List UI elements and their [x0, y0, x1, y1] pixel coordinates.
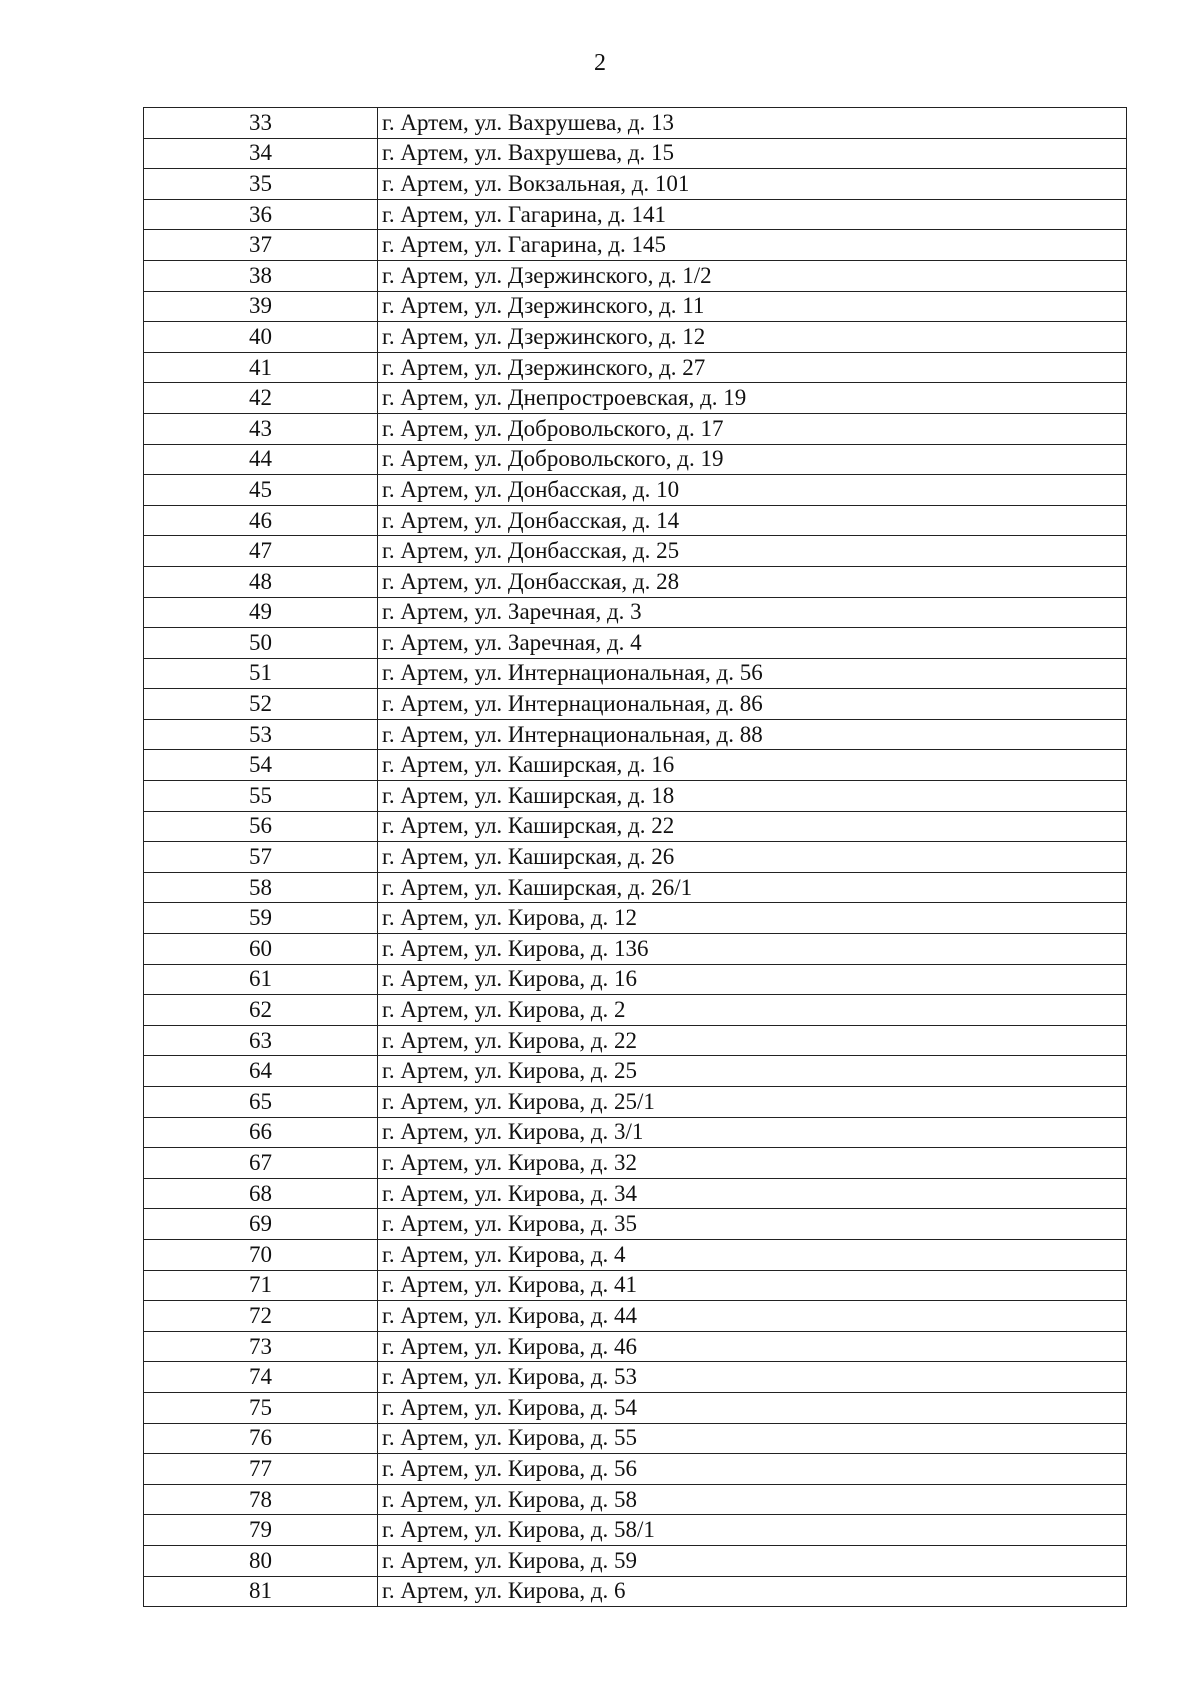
table-row	[144, 169, 1127, 200]
table-row	[144, 322, 1127, 353]
table-row	[144, 1545, 1127, 1576]
table-row	[144, 1515, 1127, 1546]
row-number-cell: 42	[144, 383, 378, 414]
address-cell: г. Артем, ул. Кирова, д. 54	[378, 1392, 1127, 1423]
table-row	[144, 903, 1127, 934]
address-cell: г. Артем, ул. Добровольского, д. 17	[378, 413, 1127, 444]
table-row	[144, 1209, 1127, 1240]
row-number-cell: 64	[144, 1056, 378, 1087]
address-cell: г. Артем, ул. Гагарина, д. 141	[378, 199, 1127, 230]
address-cell: г. Артем, ул. Кирова, д. 6	[378, 1576, 1127, 1607]
address-cell: г. Артем, ул. Кирова, д. 4	[378, 1239, 1127, 1270]
table-row	[144, 383, 1127, 414]
address-cell: г. Артем, ул. Дзержинского, д. 12	[378, 322, 1127, 353]
table-row	[144, 1423, 1127, 1454]
address-cell: г. Артем, ул. Донбасская, д. 25	[378, 536, 1127, 567]
address-cell: г. Артем, ул. Кирова, д. 53	[378, 1362, 1127, 1393]
address-cell: г. Артем, ул. Кирова, д. 136	[378, 934, 1127, 965]
row-number-cell: 49	[144, 597, 378, 628]
table-row	[144, 842, 1127, 873]
row-number-cell: 43	[144, 413, 378, 444]
page-number: 2	[594, 50, 606, 76]
table-row	[144, 934, 1127, 965]
table-row	[144, 1178, 1127, 1209]
address-cell: г. Артем, ул. Добровольского, д. 19	[378, 444, 1127, 475]
row-number-cell: 79	[144, 1515, 378, 1546]
table-row	[144, 1392, 1127, 1423]
row-number-cell: 67	[144, 1148, 378, 1179]
table-row	[144, 230, 1127, 261]
table-row	[144, 995, 1127, 1026]
table-row	[144, 1454, 1127, 1485]
address-cell: г. Артем, ул. Кирова, д. 22	[378, 1025, 1127, 1056]
row-number-cell: 60	[144, 934, 378, 965]
table-row	[144, 138, 1127, 169]
table-row	[144, 1270, 1127, 1301]
table-row	[144, 536, 1127, 567]
table-row	[144, 597, 1127, 628]
address-cell: г. Артем, ул. Кирова, д. 2	[378, 995, 1127, 1026]
row-number-cell: 78	[144, 1484, 378, 1515]
address-cell: г. Артем, ул. Донбасская, д. 14	[378, 505, 1127, 536]
row-number-cell: 69	[144, 1209, 378, 1240]
row-number-cell: 44	[144, 444, 378, 475]
row-number-cell: 65	[144, 1087, 378, 1118]
row-number-cell: 62	[144, 995, 378, 1026]
table-row	[144, 352, 1127, 383]
table-row	[144, 1087, 1127, 1118]
row-number-cell: 61	[144, 964, 378, 995]
row-number-cell: 70	[144, 1239, 378, 1270]
row-number-cell: 66	[144, 1117, 378, 1148]
table-row	[144, 1117, 1127, 1148]
row-number-cell: 45	[144, 475, 378, 506]
table-row	[144, 1331, 1127, 1362]
row-number-cell: 68	[144, 1178, 378, 1209]
table-row	[144, 413, 1127, 444]
address-cell: г. Артем, ул. Кирова, д. 34	[378, 1178, 1127, 1209]
address-cell: г. Артем, ул. Кирова, д. 35	[378, 1209, 1127, 1240]
table-row	[144, 1025, 1127, 1056]
address-cell: г. Артем, ул. Кирова, д. 25	[378, 1056, 1127, 1087]
address-cell: г. Артем, ул. Днепростроевская, д. 19	[378, 383, 1127, 414]
address-cell: г. Артем, ул. Каширская, д. 22	[378, 811, 1127, 842]
address-cell: г. Артем, ул. Донбасская, д. 10	[378, 475, 1127, 506]
table-row	[144, 658, 1127, 689]
row-number-cell: 76	[144, 1423, 378, 1454]
row-number-cell: 71	[144, 1270, 378, 1301]
address-cell: г. Артем, ул. Кирова, д. 55	[378, 1423, 1127, 1454]
row-number-cell: 38	[144, 260, 378, 291]
row-number-cell: 39	[144, 291, 378, 322]
address-cell: г. Артем, ул. Кирова, д. 32	[378, 1148, 1127, 1179]
row-number-cell: 54	[144, 750, 378, 781]
row-number-cell: 48	[144, 566, 378, 597]
address-cell: г. Артем, ул. Каширская, д. 18	[378, 781, 1127, 812]
address-cell: г. Артем, ул. Каширская, д. 16	[378, 750, 1127, 781]
table-row	[144, 199, 1127, 230]
table-row	[144, 1148, 1127, 1179]
table-row	[144, 260, 1127, 291]
table-row	[144, 750, 1127, 781]
table-row	[144, 811, 1127, 842]
address-cell: г. Артем, ул. Кирова, д. 46	[378, 1331, 1127, 1362]
address-cell: г. Артем, ул. Донбасская, д. 28	[378, 566, 1127, 597]
row-number-cell: 74	[144, 1362, 378, 1393]
address-cell: г. Артем, ул. Кирова, д. 56	[378, 1454, 1127, 1485]
address-cell: г. Артем, ул. Вахрушева, д. 13	[378, 108, 1127, 139]
table-row	[144, 108, 1127, 139]
table-row	[144, 689, 1127, 720]
address-cell: г. Артем, ул. Кирова, д. 25/1	[378, 1087, 1127, 1118]
row-number-cell: 72	[144, 1301, 378, 1332]
address-cell: г. Артем, ул. Вахрушева, д. 15	[378, 138, 1127, 169]
row-number-cell: 77	[144, 1454, 378, 1485]
table-row	[144, 1056, 1127, 1087]
address-cell: г. Артем, ул. Каширская, д. 26	[378, 842, 1127, 873]
table-row	[144, 1239, 1127, 1270]
address-cell: г. Артем, ул. Кирова, д. 16	[378, 964, 1127, 995]
table-row	[144, 1362, 1127, 1393]
address-cell: г. Артем, ул. Кирова, д. 12	[378, 903, 1127, 934]
address-cell: г. Артем, ул. Дзержинского, д. 27	[378, 352, 1127, 383]
table-row	[144, 1301, 1127, 1332]
address-cell: г. Артем, ул. Кирова, д. 44	[378, 1301, 1127, 1332]
table-row	[144, 1484, 1127, 1515]
row-number-cell: 58	[144, 872, 378, 903]
row-number-cell: 56	[144, 811, 378, 842]
row-number-cell: 73	[144, 1331, 378, 1362]
row-number-cell: 33	[144, 108, 378, 139]
row-number-cell: 63	[144, 1025, 378, 1056]
table-row	[144, 1576, 1127, 1607]
address-cell: г. Артем, ул. Интернациональная, д. 56	[378, 658, 1127, 689]
row-number-cell: 36	[144, 199, 378, 230]
address-cell: г. Артем, ул. Каширская, д. 26/1	[378, 872, 1127, 903]
row-number-cell: 53	[144, 719, 378, 750]
row-number-cell: 34	[144, 138, 378, 169]
table-row	[144, 872, 1127, 903]
address-cell: г. Артем, ул. Вокзальная, д. 101	[378, 169, 1127, 200]
address-cell: г. Артем, ул. Кирова, д. 41	[378, 1270, 1127, 1301]
address-cell: г. Артем, ул. Интернациональная, д. 86	[378, 689, 1127, 720]
row-number-cell: 51	[144, 658, 378, 689]
row-number-cell: 37	[144, 230, 378, 261]
address-cell: г. Артем, ул. Кирова, д. 59	[378, 1545, 1127, 1576]
row-number-cell: 47	[144, 536, 378, 567]
row-number-cell: 40	[144, 322, 378, 353]
row-number-cell: 75	[144, 1392, 378, 1423]
row-number-cell: 41	[144, 352, 378, 383]
table-row	[144, 964, 1127, 995]
address-table-body	[144, 108, 1127, 1607]
table-row	[144, 505, 1127, 536]
row-number-cell: 50	[144, 628, 378, 659]
table-row	[144, 628, 1127, 659]
table-row	[144, 444, 1127, 475]
address-cell: г. Артем, ул. Гагарина, д. 145	[378, 230, 1127, 261]
table-row	[144, 291, 1127, 322]
address-cell: г. Артем, ул. Заречная, д. 3	[378, 597, 1127, 628]
row-number-cell: 55	[144, 781, 378, 812]
row-number-cell: 35	[144, 169, 378, 200]
row-number-cell: 46	[144, 505, 378, 536]
table-row	[144, 781, 1127, 812]
address-cell: г. Артем, ул. Кирова, д. 58/1	[378, 1515, 1127, 1546]
table-row	[144, 566, 1127, 597]
address-cell: г. Артем, ул. Заречная, д. 4	[378, 628, 1127, 659]
address-cell: г. Артем, ул. Кирова, д. 3/1	[378, 1117, 1127, 1148]
address-cell: г. Артем, ул. Дзержинского, д. 11	[378, 291, 1127, 322]
address-table	[143, 107, 1127, 1607]
row-number-cell: 52	[144, 689, 378, 720]
table-row	[144, 719, 1127, 750]
row-number-cell: 57	[144, 842, 378, 873]
address-cell: г. Артем, ул. Дзержинского, д. 1/2	[378, 260, 1127, 291]
address-cell: г. Артем, ул. Интернациональная, д. 88	[378, 719, 1127, 750]
row-number-cell: 59	[144, 903, 378, 934]
address-cell: г. Артем, ул. Кирова, д. 58	[378, 1484, 1127, 1515]
row-number-cell: 80	[144, 1545, 378, 1576]
row-number-cell: 81	[144, 1576, 378, 1607]
table-row	[144, 475, 1127, 506]
